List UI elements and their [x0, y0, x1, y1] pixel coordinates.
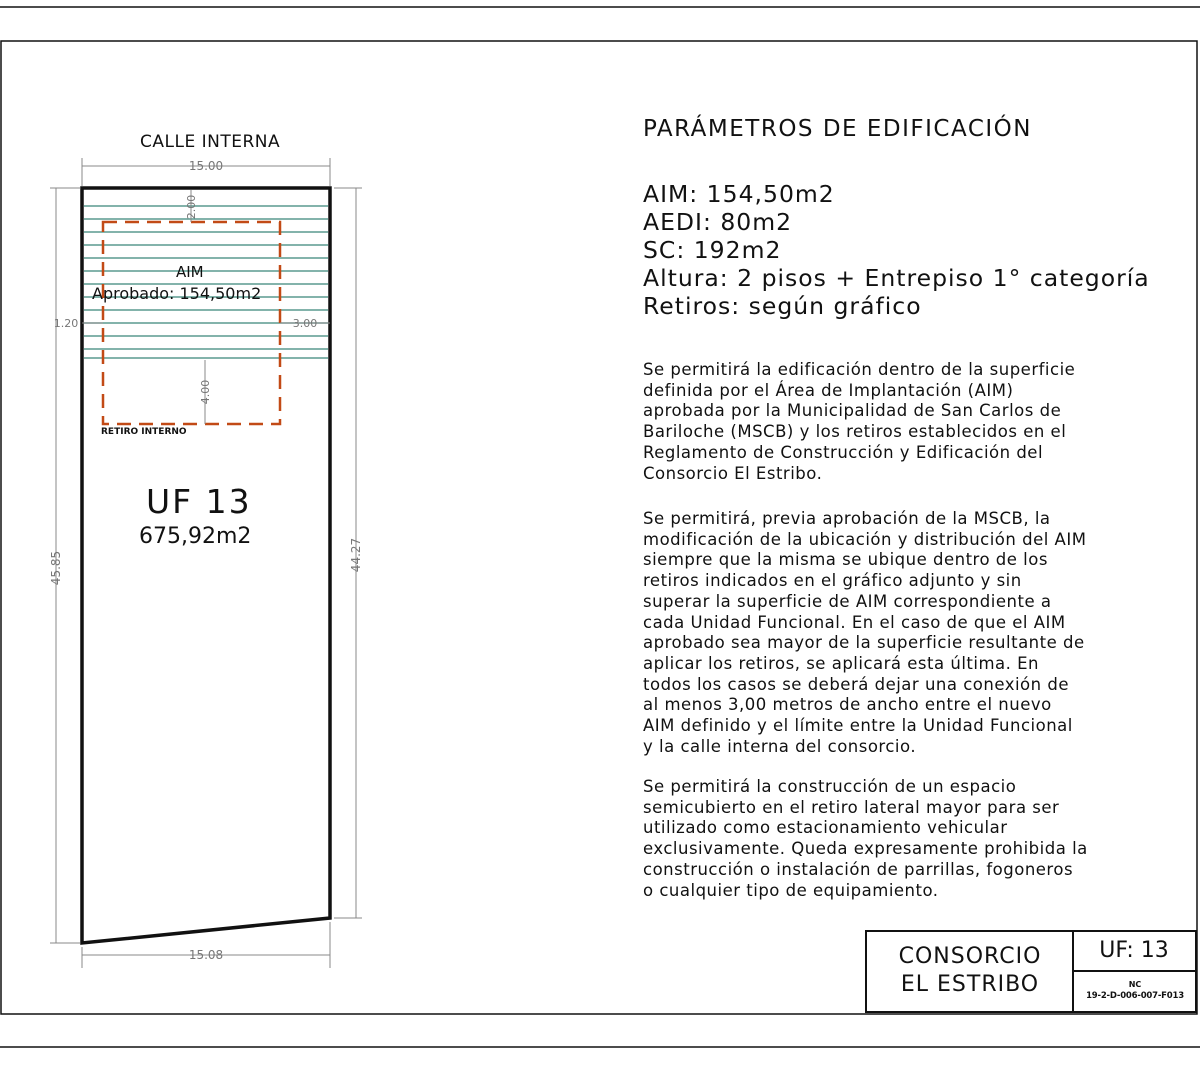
dim-left-setback: 1.20 — [53, 317, 79, 330]
dim-right-depth: 44.27 — [349, 537, 363, 573]
param-sc: SC: 192m2 — [643, 236, 782, 264]
aim-hatch — [84, 206, 328, 358]
aim-label: AIM — [176, 263, 204, 281]
title-block-uf: UF: 13 — [1099, 938, 1169, 963]
dim-front-setback: 2.00 — [185, 194, 198, 220]
unit-area: 675,92m2 — [139, 524, 252, 549]
dim-right-setback: 3.00 — [292, 317, 318, 330]
param-aim: AIM: 154,50m2 — [643, 180, 835, 208]
paragraph-3: Se permitirá la construcción de un espacio semicubierto en el retiro lateral mayor para ser utilizado como estacionamiento vehicular exclusivamente. Queda expresamente prohibida la construcción o instalación de parrillas, fogoneros o cualquier tipo de equipamiento. — [643, 777, 1088, 900]
aim-approved-label: Aprobado: 154,50m2 — [92, 284, 262, 303]
dimension-texts — [49, 159, 363, 962]
dim-internal-setback: 4.00 — [199, 379, 212, 405]
street-label: CALLE INTERNA — [140, 132, 281, 152]
dim-bottom-width: 15.08 — [188, 948, 224, 962]
paragraph-2: Se permitirá, previa aprobación de la MSCB, la modificación de la ubicación y distribución del AIM siempre que la misma se ubique dentro de los retiros indicados en el gráfico adjunto y sin superar la superficie de AIM correspondiente a cada Unidad Funcional. En el caso de que el AIM aprobado sea mayor de la superficie resultante de aplicar los retiros, se aplicará esta última. En todos los casos se deberá dejar una conexión de al menos 3,00 metros de ancho entre el nuevo AIM definido y el límite entre la Unidad Funcional y la calle interna del consorcio. — [643, 509, 1087, 756]
internal-setback-label: RETIRO INTERNO — [101, 427, 187, 437]
title-block-nc-code: 19-2-D-006-007-F013 — [1086, 991, 1184, 1001]
unit-label: UF 13 — [146, 482, 252, 521]
dim-left-depth: 45.85 — [49, 550, 63, 586]
paragraph-1: Se permitirá la edificación dentro de la superficie definida por el Área de Implantación (AIM) aprobada por la Municipalidad de San Carlos de Bariloche (MSCB) y los retiros establecidos en el Reglamento de Construcción y Edificación del Consorcio El Estribo. — [643, 360, 1076, 483]
dimension-lines — [50, 158, 362, 968]
param-height: Altura: 2 pisos + Entrepiso 1° categoría — [643, 264, 1150, 292]
title-block-nc-label: NC — [1128, 980, 1142, 989]
title-block-line2: EL ESTRIBO — [900, 972, 1040, 997]
title-block-line1: CONSORCIO — [898, 944, 1042, 969]
param-setbacks: Retiros: según gráfico — [643, 292, 922, 320]
param-aedi: AEDI: 80m2 — [643, 208, 793, 236]
parameters-title: PARÁMETROS DE EDIFICACIÓN — [643, 116, 1032, 142]
dim-top-width: 15.00 — [188, 159, 224, 173]
